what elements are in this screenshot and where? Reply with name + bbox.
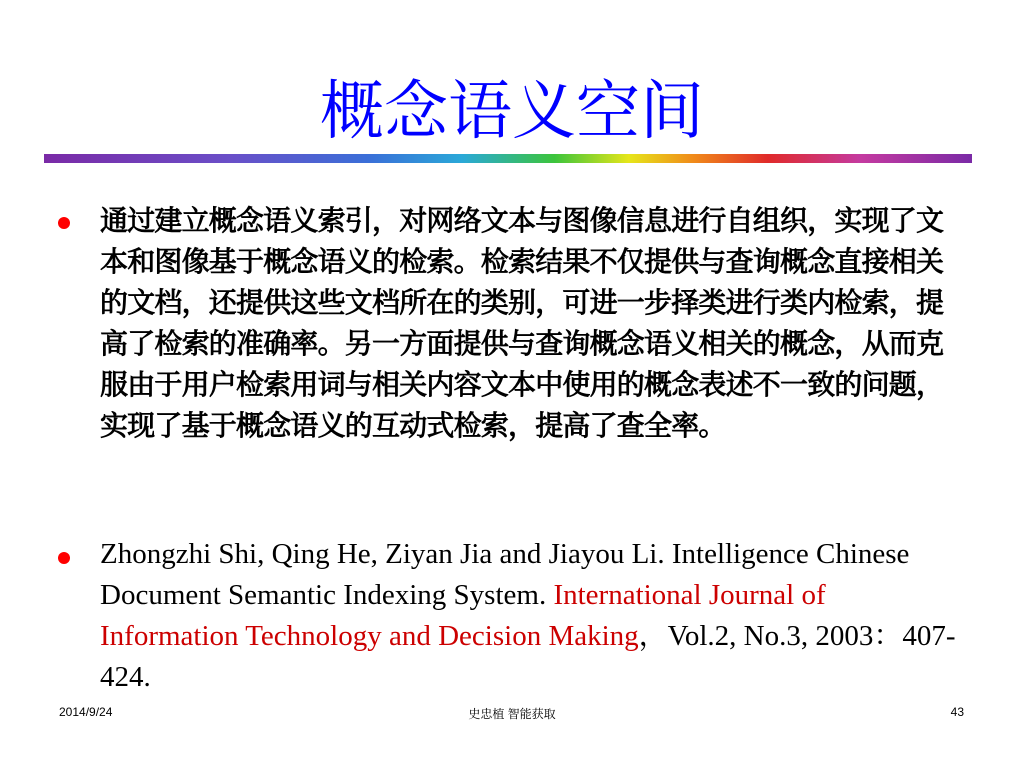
slide-title: 概念语义空间 (320, 75, 704, 149)
bullet-text: 通过建立概念语义索引，对网络文本与图像信息进行自组织，实现了文本和图像基于概念语义的检索。检索结果不仅提供与查询概念直接相关的文档，还提供这些文档所在的类别，可进一步择类进行类内检索，提高了检索的准确率。另一方面提供与查询概念语义相关的概念，从而克服由于用户检索用词与相关内容文本中使用的概念表述不一致的问题，实现了基于概念语义的互动式检索，提高了查全率。 (100, 204, 944, 442)
bullet-dot-icon (58, 217, 70, 229)
footer-author: 史忠植 智能获取 (468, 707, 556, 721)
footer-date: 2014/9/24 (59, 705, 113, 719)
citation-details: ，Vol.2, No.3, 2003：407-424. (100, 620, 956, 693)
bullet-dot-icon (58, 552, 70, 564)
title-divider (44, 154, 972, 163)
citation-authors: Zhongzhi Shi, Qing He, Ziyan Jia and Jiayou Li. Intelligence Chinese Document Semantic Indexing System. (100, 538, 910, 611)
citation-journal: International Journal of Information Technology and Decision Making (100, 579, 826, 652)
citation-bullet-item (58, 534, 968, 704)
footer-page-number: 43 (950, 705, 964, 719)
bullet-item (58, 200, 968, 530)
citation-text (100, 534, 960, 698)
